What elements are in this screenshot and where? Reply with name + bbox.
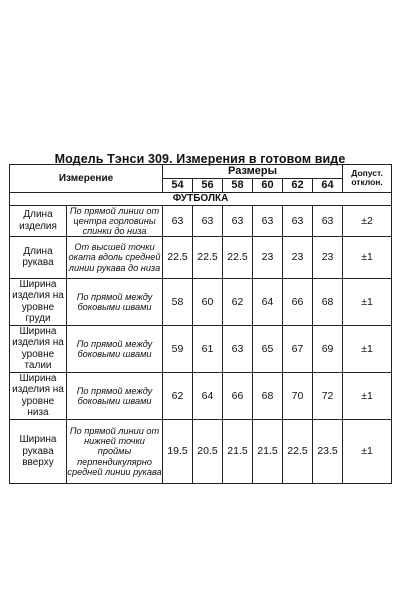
measurement-value: 19.5	[163, 419, 193, 483]
measurement-description: От высшей точки оката вдоль средней линии рукава до низа	[67, 236, 163, 278]
measurement-value: 63	[193, 205, 223, 236]
measurement-name: Ширина изделия на уровне груди	[10, 278, 67, 325]
measurement-value: 63	[313, 205, 343, 236]
measurement-value: 58	[163, 278, 193, 325]
size-header: 56	[193, 178, 223, 192]
measurement-value: 61	[193, 325, 223, 372]
size-header: 64	[313, 178, 343, 192]
measurement-value: 64	[253, 278, 283, 325]
measurement-value: 67	[283, 325, 313, 372]
measurement-description: По прямой между боковыми швами	[67, 325, 163, 372]
measurement-value: 70	[283, 372, 313, 419]
measurement-value: 23	[283, 236, 313, 278]
header-tolerance: Допуст. отклон.	[343, 165, 392, 193]
measurement-name: Ширина рукава вверху	[10, 419, 67, 483]
measurement-description: По прямой линии от центра горловины спинки до низа	[67, 205, 163, 236]
table-row	[10, 419, 392, 483]
measurement-value: 23	[313, 236, 343, 278]
tolerance-value: ±1	[343, 419, 392, 483]
measurement-value: 64	[193, 372, 223, 419]
measurement-name: Длина изделия	[10, 205, 67, 236]
tolerance-value: ±2	[343, 205, 392, 236]
header-measurement: Измерение	[10, 165, 163, 193]
size-header: 58	[223, 178, 253, 192]
tolerance-value: ±1	[343, 325, 392, 372]
measurement-name: Ширина изделия на уровне талии	[10, 325, 67, 372]
measurement-value: 23	[253, 236, 283, 278]
measurement-value: 62	[223, 278, 253, 325]
measurement-value: 22.5	[163, 236, 193, 278]
measurement-value: 66	[223, 372, 253, 419]
measurement-description: По прямой линии от нижней точки проймы перпендикулярно средней линии рукава	[67, 419, 163, 483]
section-header: ФУТБОЛКА	[10, 192, 392, 205]
measurement-value: 63	[163, 205, 193, 236]
measurement-value: 22.5	[193, 236, 223, 278]
measurement-value: 60	[193, 278, 223, 325]
table-row	[10, 205, 392, 236]
measurement-description: По прямой между боковыми швами	[67, 278, 163, 325]
tolerance-value: ±1	[343, 372, 392, 419]
measurement-value: 22.5	[223, 236, 253, 278]
measurement-value: 63	[253, 205, 283, 236]
measurement-value: 63	[223, 205, 253, 236]
table-row	[10, 236, 392, 278]
measurement-description: По прямой между боковыми швами	[67, 372, 163, 419]
measurement-value: 62	[163, 372, 193, 419]
measurement-value: 69	[313, 325, 343, 372]
measurements-table	[9, 164, 392, 484]
size-header: 62	[283, 178, 313, 192]
measurement-name: Ширина изделия на уровне низа	[10, 372, 67, 419]
measurement-value: 21.5	[253, 419, 283, 483]
tolerance-value: ±1	[343, 278, 392, 325]
measurement-value: 72	[313, 372, 343, 419]
measurement-value: 23.5	[313, 419, 343, 483]
measurement-value: 68	[313, 278, 343, 325]
page-title: Модель Тэнси 309. Измерения в готовом виде	[54, 152, 346, 166]
header-sizes: Размеры	[163, 165, 343, 179]
measurement-value: 59	[163, 325, 193, 372]
measurement-value: 22.5	[283, 419, 313, 483]
size-header: 54	[163, 178, 193, 192]
size-header: 60	[253, 178, 283, 192]
table-row	[10, 372, 392, 419]
measurement-value: 68	[253, 372, 283, 419]
measurement-value: 20.5	[193, 419, 223, 483]
measurement-value: 65	[253, 325, 283, 372]
measurement-name: Длина рукава	[10, 236, 67, 278]
measurement-value: 66	[283, 278, 313, 325]
table-row	[10, 278, 392, 325]
table-row	[10, 325, 392, 372]
tolerance-value: ±1	[343, 236, 392, 278]
measurement-value: 63	[283, 205, 313, 236]
measurement-value: 21.5	[223, 419, 253, 483]
measurement-value: 63	[223, 325, 253, 372]
